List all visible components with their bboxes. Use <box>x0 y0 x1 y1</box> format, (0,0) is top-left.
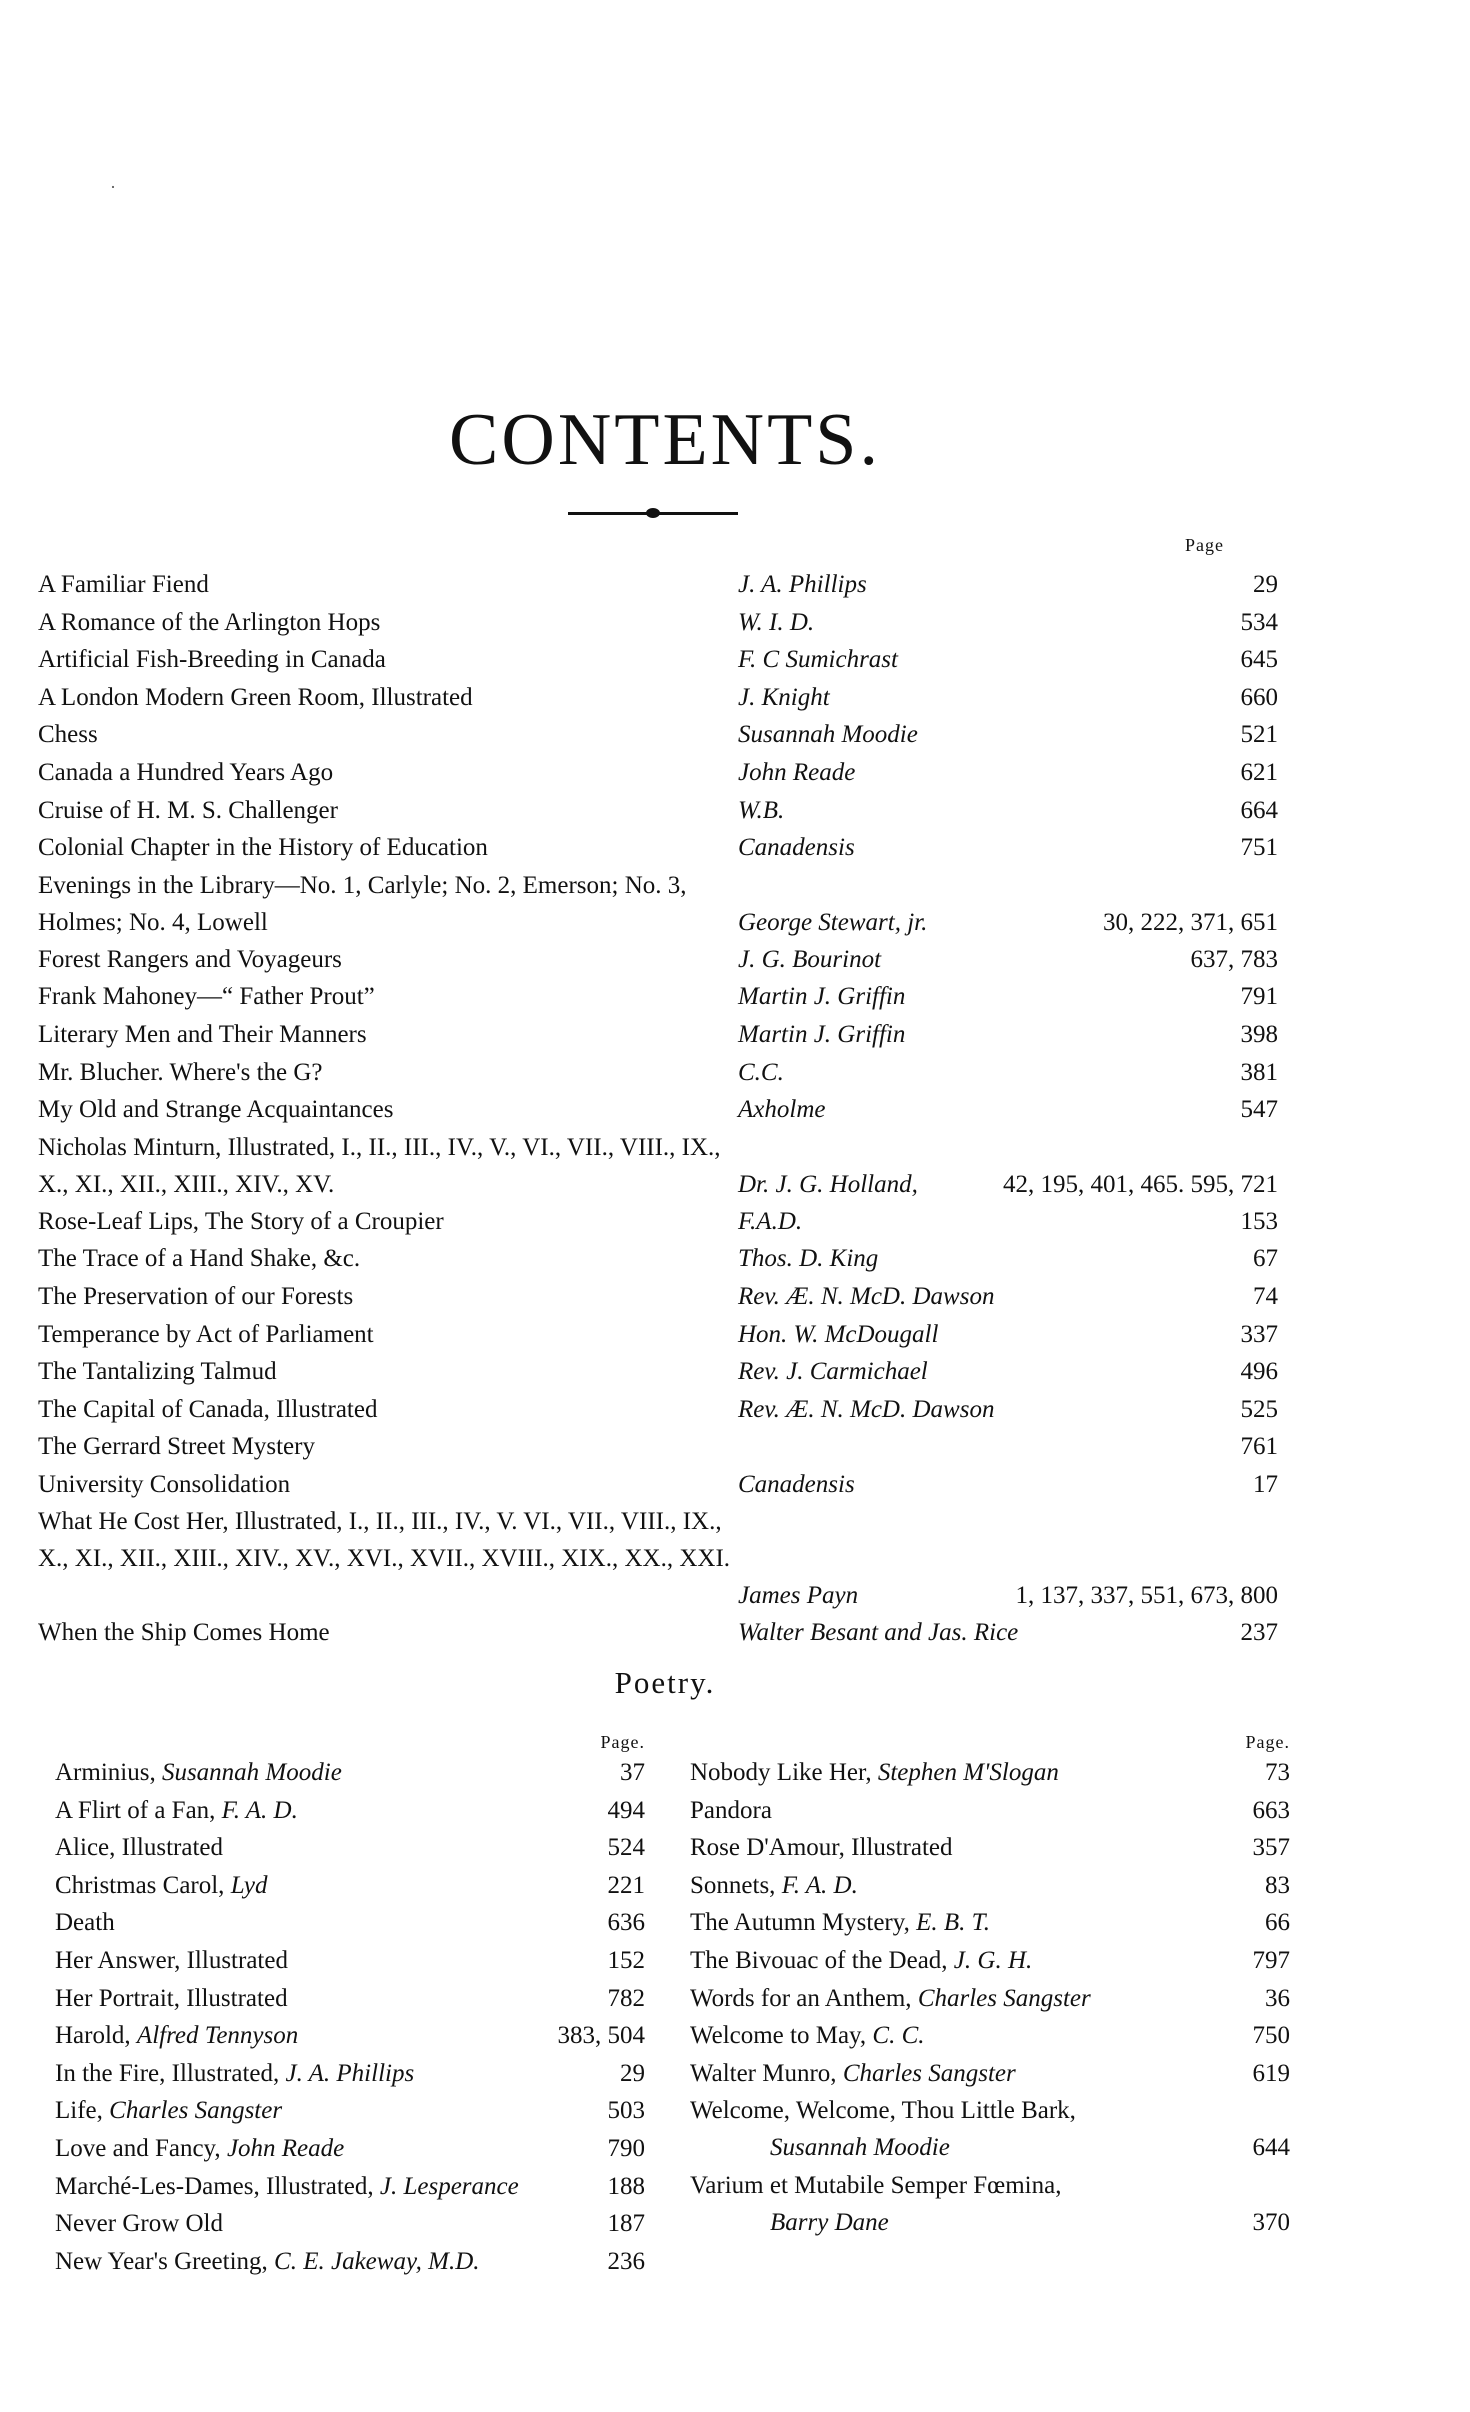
entry-page: 67 <box>1253 1245 1278 1273</box>
poem-title: The Bivouac of the Dead, <box>690 1946 948 1974</box>
entry-author: J. G. Bourinot <box>738 945 882 973</box>
entry-author: Canadensis <box>738 1470 855 1498</box>
entry-title: Canada a Hundred Years Ago <box>38 758 334 786</box>
poem-title: Never Grow Old <box>55 2210 224 2238</box>
entry-page: 637, 783 <box>1190 945 1278 973</box>
poetry-right-column <box>690 1732 1290 2242</box>
entry-page: 30, 222, 371, 651 <box>1103 908 1278 936</box>
poem-page: 221 <box>607 1871 645 1899</box>
entry-page: 547 <box>1240 1096 1278 1124</box>
poem-page: 644 <box>1252 2134 1290 2162</box>
entry-title: Mr. Blucher. Where's the G? <box>38 1058 323 1086</box>
entry-page: 621 <box>1240 758 1278 786</box>
contents-entry <box>38 829 1278 867</box>
poem-author: J. Lesperance <box>379 2172 519 2200</box>
poem-page: 524 <box>607 1834 645 1862</box>
contents-entry <box>38 1503 1278 1614</box>
poem-entry <box>55 1867 645 1905</box>
entry-author: Martin J. Griffin <box>738 983 906 1011</box>
poem-title-line <box>690 1980 1210 2018</box>
entry-page: 74 <box>1253 1282 1278 1310</box>
entry-page: 751 <box>1240 834 1278 862</box>
prose-contents-list <box>38 566 1278 1652</box>
poetry-heading: Poetry. <box>614 1665 716 1700</box>
contents-entry <box>38 941 1278 979</box>
poem-title: Varium et Mutabile Semper Fœmina, <box>690 2172 1062 2200</box>
entry-title: Artificial Fish-Breeding in Canada <box>38 646 386 674</box>
poem-title-line <box>690 1867 1210 1905</box>
entry-page: 29 <box>1253 571 1278 598</box>
poem-title: In the Fire, Illustrated, <box>55 2059 280 2087</box>
poem-title: Her Portrait, Illustrated <box>55 1984 288 2012</box>
poem-title-line <box>55 1867 575 1905</box>
poem-title-line <box>55 2092 575 2130</box>
poem-title: Life, <box>55 2097 103 2125</box>
poem-title: Harold, <box>55 2022 131 2050</box>
poem-page: 750 <box>1252 2022 1290 2050</box>
poem-page: 37 <box>620 1759 645 1786</box>
entry-author: J. Knight <box>738 683 830 711</box>
poem-author: Barry Dane <box>770 2209 889 2237</box>
poem-author: Stephen M'Slogan <box>877 1759 1059 1786</box>
poem-author: Charles Sangster <box>917 1984 1091 2012</box>
contents-entry <box>38 641 1278 679</box>
poem-author: J. G. H. <box>953 1946 1033 1974</box>
contents-entry <box>38 1316 1278 1354</box>
poem-page: 383, 504 <box>557 2022 645 2050</box>
entry-title: The Tantalizing Talmud <box>38 1358 277 1386</box>
poem-page: 357 <box>1252 1834 1290 1862</box>
poem-entry <box>55 2205 645 2243</box>
poem-entry <box>55 2130 645 2168</box>
poem-author: Charles Sangster <box>109 2097 283 2125</box>
poem-author: John Reade <box>226 2134 345 2162</box>
poem-page: 494 <box>607 1796 645 1824</box>
entry-page: 496 <box>1240 1358 1278 1386</box>
poem-entry <box>55 2243 645 2281</box>
poem-page: 619 <box>1252 2059 1290 2087</box>
poem-title: A Flirt of a Fan, <box>55 1796 216 1824</box>
poem-title-line <box>55 2168 575 2206</box>
poem-page: 66 <box>1265 1909 1290 1937</box>
entry-author: F. C Sumichrast <box>738 646 898 674</box>
poem-title-line <box>690 1792 1210 1830</box>
poem-entry <box>690 2017 1290 2055</box>
poem-entry <box>690 1980 1290 2018</box>
poem-entry <box>690 1942 1290 1980</box>
prose-page-label: Page <box>1185 535 1224 555</box>
poem-title-line <box>690 2167 1210 2205</box>
entry-author: J. A. Phillips <box>738 571 867 598</box>
poem-page: 152 <box>607 1946 645 1974</box>
margin-mark: · <box>110 177 116 197</box>
entry-title: A Familiar Fiend <box>38 571 209 598</box>
contents-entry <box>38 1091 1278 1129</box>
poem-page: 663 <box>1252 1796 1290 1824</box>
entry-page: 1, 137, 337, 551, 673, 800 <box>1015 1582 1278 1610</box>
entry-title: Frank Mahoney—“ Father Prout” <box>38 983 375 1011</box>
poem-title-line <box>55 1980 575 2018</box>
contents-entry <box>38 1466 1278 1504</box>
poem-title: New Year's Greeting, <box>55 2247 268 2275</box>
poem-author: Lyd <box>230 1871 268 1899</box>
entry-title: Nicholas Minturn, Illustrated, I., II., III., IV., V., VI., VII., VIII., IX., X., XI., XII., XIII., XIV., XV. <box>38 1133 721 1198</box>
entry-title: Temperance by Act of Parliament <box>38 1320 374 1348</box>
poem-page: 236 <box>607 2247 645 2275</box>
poem-page: 29 <box>620 2059 645 2087</box>
entry-title: Evenings in the Library—No. 1, Carlyle; No. 2, Emerson; No. 3, Holmes; No. 4, Lowell <box>38 871 687 936</box>
poem-title-line <box>55 1942 575 1980</box>
entry-page: 153 <box>1240 1207 1278 1235</box>
contents-entry <box>38 679 1278 717</box>
contents-entry <box>38 1203 1278 1241</box>
poem-title: Walter Munro, <box>690 2059 837 2087</box>
contents-entry <box>38 978 1278 1016</box>
entry-author: Martin J. Griffin <box>738 1020 906 1048</box>
poem-author: Susannah Moodie <box>161 1759 342 1786</box>
entry-author: James Payn <box>738 1582 859 1610</box>
entry-title: The Capital of Canada, Illustrated <box>38 1395 378 1423</box>
poem-title-line <box>690 2092 1210 2130</box>
entry-author: Rev. J. Carmichael <box>738 1358 928 1386</box>
poem-title: Sonnets, <box>690 1871 776 1899</box>
title-ornament-rule <box>568 510 738 516</box>
entry-author: Axholme <box>738 1096 826 1124</box>
poem-entry <box>690 1867 1290 1905</box>
poem-page: 782 <box>607 1984 645 2012</box>
entry-author: F.A.D. <box>738 1207 803 1235</box>
poem-entry <box>55 2055 645 2093</box>
entry-title: A Romance of the Arlington Hops <box>38 608 381 636</box>
poem-title-line <box>690 2017 1210 2055</box>
poem-author: Susannah Moodie <box>770 2134 950 2162</box>
poem-entry <box>690 2167 1290 2242</box>
poem-title-line <box>55 2017 575 2055</box>
entry-author: C.C. <box>738 1058 784 1086</box>
entry-author: John Reade <box>738 758 856 786</box>
entry-title: Chess <box>38 721 98 749</box>
poem-title-line <box>690 1904 1210 1942</box>
poem-title: Marché-Les-Dames, Illustrated, <box>55 2172 374 2200</box>
entry-page: 660 <box>1240 683 1278 711</box>
poem-title-line <box>55 1754 575 1792</box>
contents-entry <box>38 1129 1278 1203</box>
poem-entry <box>55 1904 645 1942</box>
contents-entry <box>38 754 1278 792</box>
entry-page: 534 <box>1240 608 1278 636</box>
ornament-dot <box>646 508 660 518</box>
poem-title-line <box>55 1829 575 1867</box>
entry-page: 42, 195, 401, 465. 595, 721 <box>1003 1170 1278 1198</box>
poem-title-line <box>55 1792 575 1830</box>
poem-title-line <box>690 2055 1210 2093</box>
contents-entry <box>38 1391 1278 1429</box>
contents-entry <box>38 1353 1278 1391</box>
poem-entry <box>55 1829 645 1867</box>
entry-page: 664 <box>1240 796 1278 824</box>
poem-entry <box>690 1754 1290 1792</box>
poem-page: 370 <box>1252 2209 1290 2237</box>
poem-entry <box>55 2092 645 2130</box>
entry-author: Dr. J. G. Holland, <box>738 1170 918 1198</box>
entry-author: Thos. D. King <box>738 1245 879 1273</box>
entry-author: W. I. D. <box>738 608 815 636</box>
entry-title: Forest Rangers and Voyageurs <box>38 945 342 973</box>
poem-page: 187 <box>607 2210 645 2238</box>
entry-author: Susannah Moodie <box>738 721 918 749</box>
entry-title: The Gerrard Street Mystery <box>38 1433 315 1461</box>
poem-page: 188 <box>607 2172 645 2200</box>
poem-page: 83 <box>1265 1871 1290 1899</box>
poem-author: F. A. D. <box>781 1871 858 1899</box>
contents-entry <box>38 792 1278 830</box>
poem-title: Arminius, <box>55 1759 156 1786</box>
poem-title: Words for an Anthem, <box>690 1984 912 2012</box>
entry-page: 337 <box>1240 1320 1278 1348</box>
poem-author: Charles Sangster <box>842 2059 1016 2087</box>
entry-author: Rev. Æ. N. McD. Dawson <box>738 1282 995 1310</box>
poem-title-line <box>690 1829 1210 1867</box>
entry-author: Rev. Æ. N. McD. Dawson <box>738 1395 995 1423</box>
poem-title-line <box>690 1942 1210 1980</box>
entry-author: Walter Besant and Jas. Rice <box>738 1619 1019 1647</box>
poem-entry <box>690 1904 1290 1942</box>
poem-page: 636 <box>607 1909 645 1937</box>
poem-page: 503 <box>607 2097 645 2125</box>
entry-author: George Stewart, jr. <box>738 908 928 936</box>
contents-entry <box>38 1016 1278 1054</box>
poem-title-line <box>55 1904 575 1942</box>
poetry-left-page-label: Page. <box>600 1732 645 1752</box>
contents-entry <box>38 604 1278 642</box>
contents-entry <box>38 1240 1278 1278</box>
poetry-left-column <box>55 1732 645 2280</box>
entry-title: Literary Men and Their Manners <box>38 1020 367 1048</box>
entry-page: 525 <box>1240 1395 1278 1423</box>
entry-page: 645 <box>1240 646 1278 674</box>
poem-title: Nobody Like Her, <box>690 1759 872 1786</box>
entry-author: Canadensis <box>738 834 855 862</box>
entry-title: My Old and Strange Acquaintances <box>38 1096 394 1124</box>
contents-entry <box>38 566 1278 604</box>
poem-title-line <box>55 2243 575 2281</box>
entry-page: 398 <box>1240 1020 1278 1048</box>
poem-title: Welcome to May, <box>690 2022 867 2050</box>
contents-entry <box>38 1614 1278 1652</box>
poem-title-line <box>690 1754 1210 1792</box>
entry-title: The Trace of a Hand Shake, &c. <box>38 1245 361 1273</box>
poem-entry <box>55 1792 645 1830</box>
poem-title-line <box>55 2055 575 2093</box>
poem-author: C. E. Jakeway, M.D. <box>274 2247 480 2275</box>
poem-title: Rose D'Amour, Illustrated <box>690 1834 953 1862</box>
poem-title-line <box>55 2130 575 2168</box>
contents-entry <box>38 1278 1278 1316</box>
poem-page: 73 <box>1265 1759 1290 1786</box>
poem-entry <box>690 1829 1290 1867</box>
poem-title: Christmas Carol, <box>55 1871 225 1899</box>
poem-author: C. C. <box>872 2022 925 2050</box>
poem-title: Pandora <box>690 1796 772 1824</box>
poem-page: 36 <box>1265 1984 1290 2012</box>
poetry-right-page-label: Page. <box>1245 1732 1290 1752</box>
poem-title: Alice, Illustrated <box>55 1834 223 1862</box>
poem-entry <box>690 2055 1290 2093</box>
entry-page: 791 <box>1240 983 1278 1011</box>
poem-title: Love and Fancy, <box>55 2134 221 2162</box>
poem-title: Welcome, Welcome, Thou Little Bark, <box>690 2097 1076 2125</box>
entry-page: 237 <box>1240 1619 1278 1647</box>
poem-author: Alfred Tennyson <box>136 2022 299 2050</box>
poem-entry <box>55 2017 645 2055</box>
entry-page: 521 <box>1240 721 1278 749</box>
poem-author: E. B. T. <box>916 1909 990 1937</box>
contents-entry <box>38 1054 1278 1092</box>
entry-title: What He Cost Her, Illustrated, I., II., III., IV., V. VI., VII., VIII., IX., X., XI., XII., XIII., XIV., XV., XVI., XVII., XVIII., XIX., XX., XXI. <box>38 1508 731 1573</box>
contents-entry <box>38 1428 1278 1466</box>
entry-page: 17 <box>1253 1470 1278 1498</box>
poem-author: F. A. D. <box>221 1796 298 1824</box>
contents-entry <box>38 867 1278 941</box>
entry-page: 761 <box>1240 1433 1278 1461</box>
entry-author: Hon. W. McDougall <box>738 1320 939 1348</box>
entry-title: Rose-Leaf Lips, The Story of a Croupier <box>38 1207 444 1235</box>
entry-title: University Consolidation <box>38 1470 291 1498</box>
poem-entry <box>55 1942 645 1980</box>
poem-entry <box>55 2168 645 2206</box>
page-title: CONTENTS. <box>449 399 881 481</box>
poem-author: J. A. Phillips <box>285 2059 415 2087</box>
poem-entry <box>690 2092 1290 2167</box>
entry-author: W.B. <box>738 796 785 824</box>
entry-title: When the Ship Comes Home <box>38 1619 330 1647</box>
poem-entry <box>55 1980 645 2018</box>
poem-page: 797 <box>1252 1946 1290 1974</box>
entry-title: The Preservation of our Forests <box>38 1282 354 1310</box>
contents-entry <box>38 716 1278 754</box>
poem-entry <box>690 1792 1290 1830</box>
poem-title: Death <box>55 1909 115 1937</box>
entry-title: Colonial Chapter in the History of Education <box>38 834 488 862</box>
poem-title-line <box>55 2205 575 2243</box>
entry-title: Cruise of H. M. S. Challenger <box>38 796 338 824</box>
poem-page: 790 <box>607 2134 645 2162</box>
poem-entry <box>55 1754 645 1792</box>
poem-title: Her Answer, Illustrated <box>55 1946 288 1974</box>
entry-page: 381 <box>1240 1058 1278 1086</box>
entry-title: A London Modern Green Room, Illustrated <box>38 683 473 711</box>
poem-title: The Autumn Mystery, <box>690 1909 910 1937</box>
